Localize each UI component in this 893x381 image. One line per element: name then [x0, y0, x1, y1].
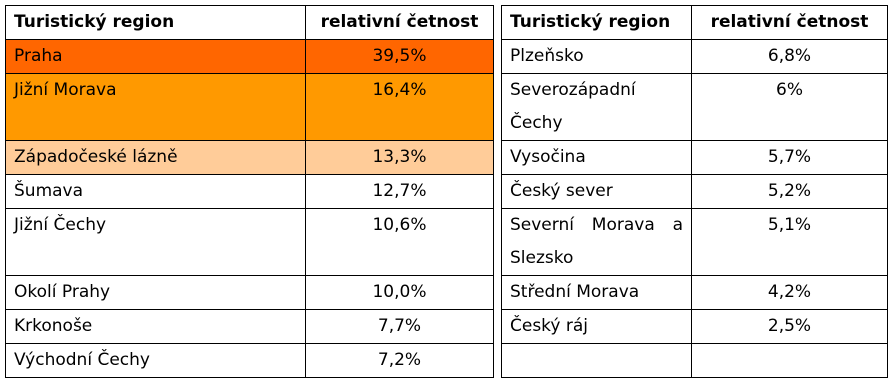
region-name: Okolí Prahy	[6, 276, 306, 310]
column-gap	[494, 310, 502, 344]
region-name-line: Severozápadní	[510, 80, 636, 100]
region-name: Východní Čechy	[6, 344, 306, 378]
column-gap	[494, 344, 502, 378]
header-region-left: Turistický region	[6, 6, 306, 40]
column-gap	[494, 141, 502, 175]
table-row	[6, 74, 888, 141]
empty-cell	[692, 344, 888, 378]
header-frequency-right: relativní četnost	[692, 6, 888, 40]
region-frequency: 4,2%	[692, 276, 888, 310]
table-row	[6, 209, 888, 276]
table-row	[6, 276, 888, 310]
region-frequency: 2,5%	[692, 310, 888, 344]
header-region-right: Turistický region	[502, 6, 692, 40]
region-frequency: 6,8%	[692, 40, 888, 74]
region-frequency: 5,7%	[692, 141, 888, 175]
tourist-region-table	[5, 5, 888, 378]
empty-cell	[502, 344, 692, 378]
column-gap	[494, 40, 502, 74]
region-name	[502, 209, 692, 276]
region-name: Západočeské lázně	[6, 141, 306, 175]
region-name: Šumava	[6, 175, 306, 209]
region-frequency: 7,2%	[306, 344, 494, 378]
region-frequency: 16,4%	[306, 74, 494, 141]
table-row	[6, 344, 888, 378]
region-frequency: 12,7%	[306, 175, 494, 209]
region-name: Střední Morava	[502, 276, 692, 310]
region-frequency: 10,6%	[306, 209, 494, 276]
region-frequency: 39,5%	[306, 40, 494, 74]
header-row	[6, 6, 888, 40]
region-name: Krkonoše	[6, 310, 306, 344]
region-name-line: Čechy	[510, 113, 563, 133]
column-gap	[494, 74, 502, 141]
region-frequency: 7,7%	[306, 310, 494, 344]
region-name: Jižní Morava	[6, 74, 306, 141]
header-frequency-left: relativní četnost	[306, 6, 494, 40]
column-gap	[494, 175, 502, 209]
region-frequency: 5,1%	[692, 209, 888, 276]
column-gap	[494, 6, 502, 40]
region-frequency: 10,0%	[306, 276, 494, 310]
table-row	[6, 141, 888, 175]
region-name: Český sever	[502, 175, 692, 209]
region-name: Praha	[6, 40, 306, 74]
region-name-line: Slezsko	[510, 248, 574, 268]
table-row	[6, 40, 888, 74]
region-name: Jižní Čechy	[6, 209, 306, 276]
table-row	[6, 310, 888, 344]
region-frequency: 13,3%	[306, 141, 494, 175]
region-frequency: 6%	[692, 74, 888, 141]
column-gap	[494, 209, 502, 276]
region-frequency: 5,2%	[692, 175, 888, 209]
table-row	[6, 175, 888, 209]
region-name-line: Severní Morava a	[510, 215, 683, 235]
region-name	[502, 74, 692, 141]
region-name: Vysočina	[502, 141, 692, 175]
column-gap	[494, 276, 502, 310]
region-name: Český ráj	[502, 310, 692, 344]
region-name: Plzeňsko	[502, 40, 692, 74]
